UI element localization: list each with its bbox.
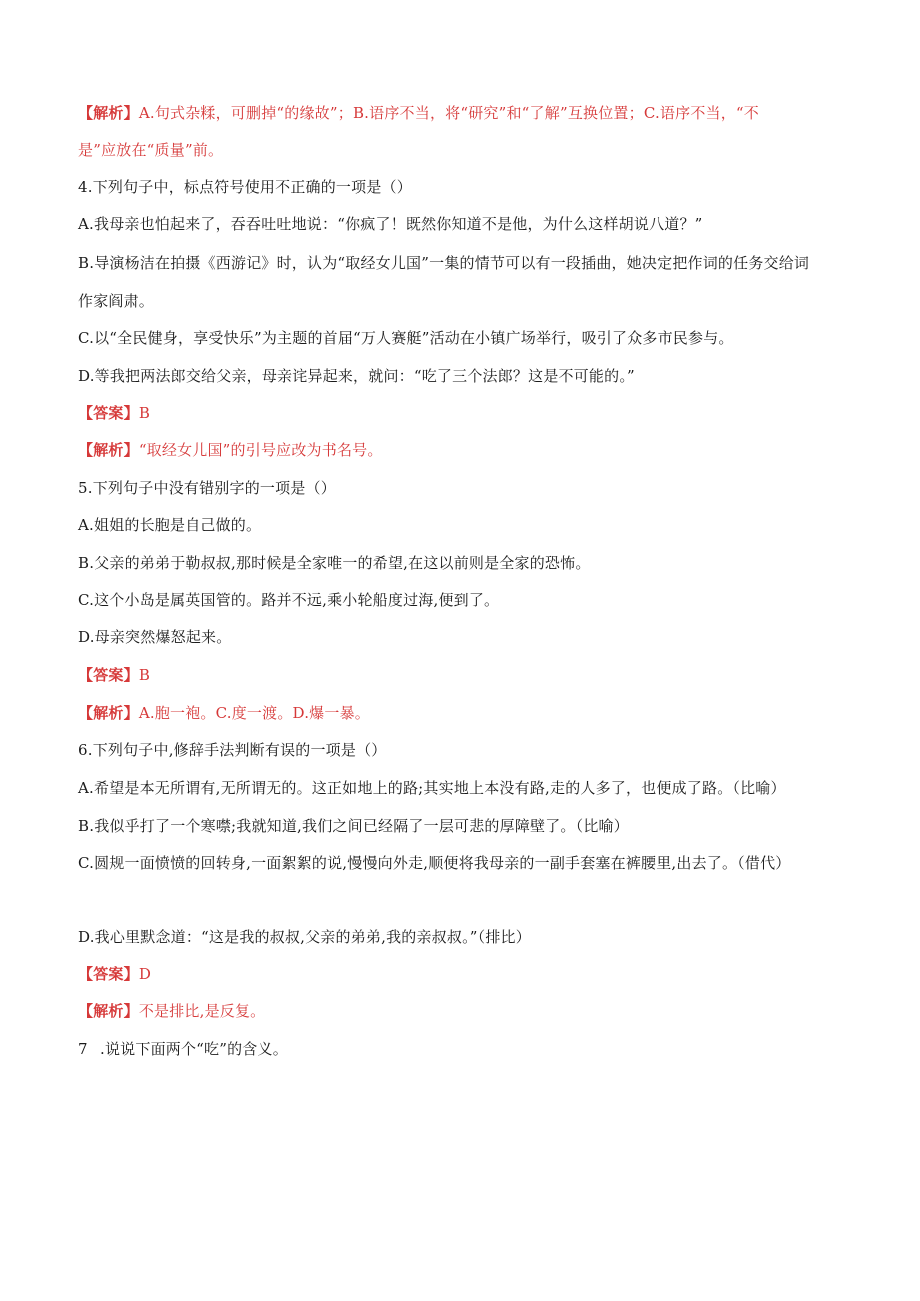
q4-option-a: A.我母亲也怕起来了，吞吞吐吐地说：“你疯了！既然你知道不是他，为什么这样胡说八道？”	[78, 215, 703, 233]
q7-stem-line	[78, 1039, 860, 1059]
q6-analysis	[78, 1001, 860, 1021]
q5-option-d: D.母亲突然爆怒起来。	[78, 628, 232, 646]
q5-answer	[78, 665, 860, 685]
q4-answer-value: B	[138, 404, 151, 422]
q7-stem: .说说下面两个“吃”的含义。	[100, 1040, 288, 1058]
q4-analysis	[78, 440, 860, 460]
q4-option-b-line2: 作家阎肃。	[78, 292, 155, 310]
q5-analysis-text: A.胞一袍。C.度一渡。D.爆一暴。	[138, 704, 370, 722]
q4-option-c: C.以“全民健身，享受快乐”为主题的首届“万人赛艇”活动在小镇广场举行，吸引了众多市民参与。	[78, 329, 734, 347]
analysis-label: 【解析】	[78, 441, 139, 459]
q5-analysis	[78, 703, 860, 723]
q6-answer	[78, 964, 860, 984]
q6-option-a: A.希望是本无所谓有,无所谓无的。这正如地上的路;其实地上本没有路,走的人多了，也便成了路。（比喻）	[78, 779, 786, 797]
q5-option-a: A.姐姐的长胞是自己做的。	[78, 516, 262, 534]
q6-option-b: B.我似乎打了一个寒噤;我就知道,我们之间已经隔了一层可悲的厚障壁了。（比喻）	[78, 817, 629, 835]
q6-stem: 6.下列句子中,修辞手法判断有误的一项是（）	[78, 741, 387, 759]
q5-option-c: C.这个小岛是属英国管的。路并不远,乘小轮船度过海,便到了。	[78, 591, 500, 609]
analysis-label: 【解析】	[78, 1002, 139, 1020]
q3-analysis-text: A.句式杂糅，可删掉“的缘故”；B.语序不当，将“研究”和“了解”互换位置；C.语序不当，“不	[138, 104, 759, 122]
q6-answer-value: D	[138, 965, 152, 983]
analysis-label: 【解析】	[78, 704, 139, 722]
q4-analysis-text: “取经女儿国”的引号应改为书名号。	[138, 441, 383, 459]
q4-stem: 4.下列句子中，标点符号使用不正确的一项是（）	[78, 178, 412, 196]
q6-option-c: C.圆规一面愤愤的回转身,一面絮絮的说,慢慢向外走,顺便将我母亲的一副手套塞在裤腰里,出去了。（借代）	[78, 854, 791, 872]
q3-analysis-line1	[78, 103, 860, 123]
q6-analysis-text: 不是排比,是反复。	[138, 1002, 266, 1020]
q3-analysis-line2: 是”应放在“质量”前。	[78, 141, 224, 159]
analysis-label: 【解析】	[78, 104, 139, 122]
q5-option-b: B.父亲的弟弟于勒叔叔,那时候是全家唯一的希望,在这以前则是全家的恐怖。	[78, 554, 591, 572]
answer-label: 【答案】	[78, 965, 139, 983]
q4-option-b-line1: B.导演杨洁在拍摄《西游记》时，认为“取经女儿国”一集的情节可以有一段插曲，她决定把作词的任务交给词	[78, 254, 810, 272]
q4-option-d: D.等我把两法郎交给父亲，母亲诧异起来，就问：“吃了三个法郎？这是不可能的。”	[78, 367, 635, 385]
q6-option-d: D.我心里默念道：“这是我的叔叔,父亲的弟弟,我的亲叔叔。”（排比）	[78, 928, 531, 946]
q5-stem: 5.下列句子中没有错别字的一项是（）	[78, 479, 336, 497]
q5-answer-value: B	[138, 666, 151, 684]
q7-number: 7	[78, 1040, 88, 1058]
answer-label: 【答案】	[78, 404, 139, 422]
answer-label: 【答案】	[78, 666, 139, 684]
q4-answer	[78, 403, 860, 423]
